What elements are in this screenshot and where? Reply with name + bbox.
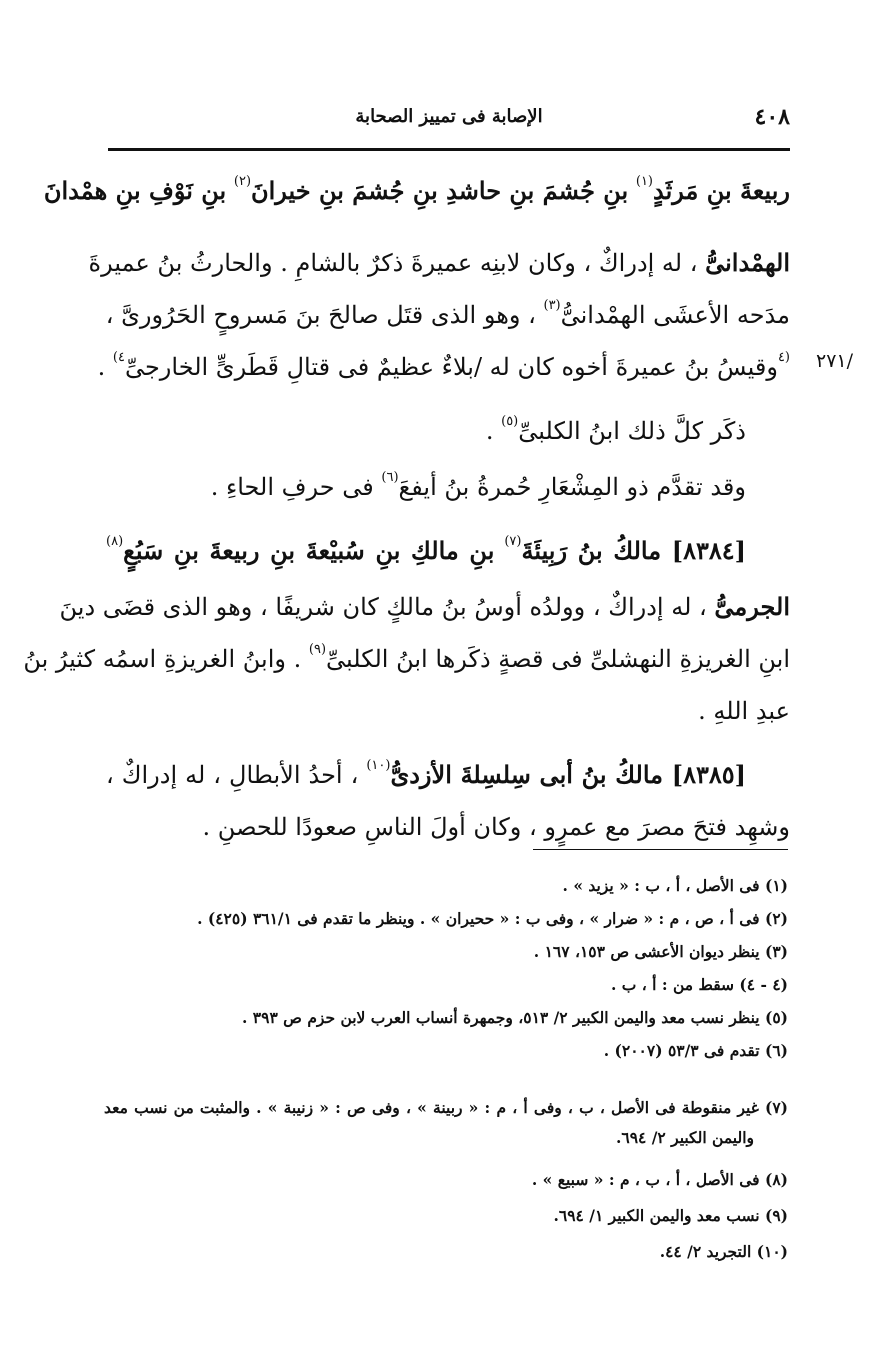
footnote-10: (١٠) التجريد ٢/ ٤٤.: [659, 1242, 788, 1261]
page-number: ٤٠٨: [754, 104, 790, 130]
text-line-5: [106, 404, 790, 458]
footnote-ref[interactable]: (٧): [504, 534, 522, 549]
text-run: وشهِد فتحَ مصرَ مع عمرٍو ، وكان أولَ الناسِ صعودًا للحصنِ .: [202, 813, 790, 841]
text-line-3: [106, 288, 790, 342]
book-title: الإصابة فى تمييز الصحابة: [355, 106, 543, 127]
footnote-ref[interactable]: (٦): [381, 470, 399, 485]
header-rule: [108, 148, 790, 151]
text-line-6: [106, 460, 790, 514]
name-run: بنِ نَوْفِ بنِ همْدانَ: [43, 176, 227, 205]
text-run: ، وهو الذى قتَل صالحَ بنَ مَسروحٍ الحَرُورىَّ ،: [105, 301, 536, 329]
footnote-5: (٥) ينظر نسب معد واليمن الكبير ٢/ ٥١٣، وجمهرة أنساب العرب لابن حزم ص ٣٩٣ .: [242, 1008, 788, 1027]
footnote-7-continued: واليمن الكبير ٢/ ٦٩٤.: [615, 1128, 754, 1147]
text-line-11: [106, 748, 790, 802]
running-header: [108, 104, 790, 136]
nisba: الهمْدانىُّ: [705, 248, 790, 277]
text-line-9: [23, 632, 790, 686]
entry-heading: [٨٣٨٤] مالكُ بنُ رَبِيئَةَ: [521, 536, 746, 565]
footnote-3: (٣) ينظر ديوان الأعشى ص ١٥٣، ١٦٧ .: [533, 942, 788, 961]
footnote-ref[interactable]: (٢): [233, 174, 252, 189]
text-line-2: [88, 236, 790, 290]
text-run: .: [485, 417, 494, 445]
text-run: ، أحدُ الأبطالِ ، له إدراكٌ ،: [106, 761, 359, 789]
margin-page-reference: ٢٧١/: [816, 350, 854, 372]
text-run: .: [97, 353, 106, 381]
footnote-ref[interactable]: (٣): [543, 298, 561, 313]
footnote-1: (١) فى الأصل ، أ ، ب : « يزيد » .: [562, 876, 788, 895]
name-run: بنِ جُشمَ بنِ حاشدِ بنِ جُشمَ بنِ خيرانَ: [251, 176, 629, 205]
name-run: ربيعةَ بنِ مَرثَدٍ: [653, 176, 790, 205]
text-line-7: [106, 524, 790, 578]
name-run: بنِ مالكِ بنِ سُبيْعةَ بنِ ربيعةَ بنِ سَبُعٍ: [123, 536, 495, 565]
footnote-ref[interactable]: ٤): [112, 350, 125, 365]
footnote-4: (٤ - ٤) سقط من : أ ، ب .: [610, 975, 788, 994]
footnote-ref[interactable]: (١٠): [366, 758, 391, 773]
text-line-4: [97, 340, 790, 394]
footnote-6: (٦) تقدم فى ٥٣/٣ (٢٠٠٧) .: [603, 1041, 788, 1060]
footnote-8: (٨) فى الأصل ، أ ، ب ، م : « سبيع » .: [531, 1170, 788, 1189]
footnote-9: (٩) نسب معد واليمن الكبير ١/ ٦٩٤.: [553, 1206, 788, 1225]
text-run: . وابنُ الغريزةِ اسمُه كثيرُ بنُ: [23, 645, 302, 673]
text-run: مدَحه الأعشَى الهمْدانىُّ: [560, 301, 790, 329]
text-run: وقد تقدَّم ذو المِشْعَارِ حُمرةُ بنُ أيفعَ: [398, 473, 746, 501]
text-line-10: [106, 684, 790, 738]
text-run: وقيسُ بنُ عميرةَ أخوه كان له /بلاءٌ عظيمٌ فى قتالِ قَطَرىٍّ الخارجىِّ: [124, 353, 778, 381]
footnote-7: (٧) غير منقوطة فى الأصل ، ب ، وفى أ ، م : « ربينة » ، وفى ص : « زنيبة » . والمثبت من نسب معد: [104, 1098, 788, 1117]
footnote-ref[interactable]: (٥): [501, 414, 519, 429]
text-line-1: [43, 164, 790, 218]
text-run: ابنِ الغريزةِ النهشلىِّ فى قصةٍ ذكَرها ابنُ الكلبىِّ: [326, 645, 790, 673]
text-run: ذكَر كلَّ ذلك ابنُ الكلبىِّ: [518, 417, 746, 445]
footnote-2: (٢) فى أ ، ص ، م : « ضرار » ، وفى ب : « ححيران » . وينظر ما تقدم فى ٣٦١/١ (٤٢٥) .: [197, 909, 788, 928]
text-run: ، له إدراكٌ ، وولدُه أوسُ بنُ مالكٍ كان شريفًا ، وهو الذى قضَى دينَ: [59, 593, 707, 621]
footnote-ref[interactable]: (٨): [106, 534, 124, 549]
text-line-12: [106, 800, 790, 854]
text-run: عبدِ اللهِ .: [698, 697, 790, 725]
footnote-ref[interactable]: (٤: [777, 350, 790, 365]
text-line-8: [59, 580, 790, 634]
nisba: الجرمىُّ: [714, 592, 790, 621]
text-run: ، له إدراكٌ ، وكان لابنِه عميرةَ ذكرٌ بالشامِ . والحارثُ بنُ عميرةَ: [88, 249, 698, 277]
entry-heading: [٨٣٨٥] مالكُ بنُ أبى سِلسِلةَ الأزدىُّ: [390, 760, 746, 789]
footnote-rule: [533, 849, 788, 850]
footnote-ref[interactable]: (٩): [308, 642, 327, 657]
footnote-ref[interactable]: (١): [635, 174, 653, 189]
text-run: فى حرفِ الحاءِ .: [210, 473, 374, 501]
